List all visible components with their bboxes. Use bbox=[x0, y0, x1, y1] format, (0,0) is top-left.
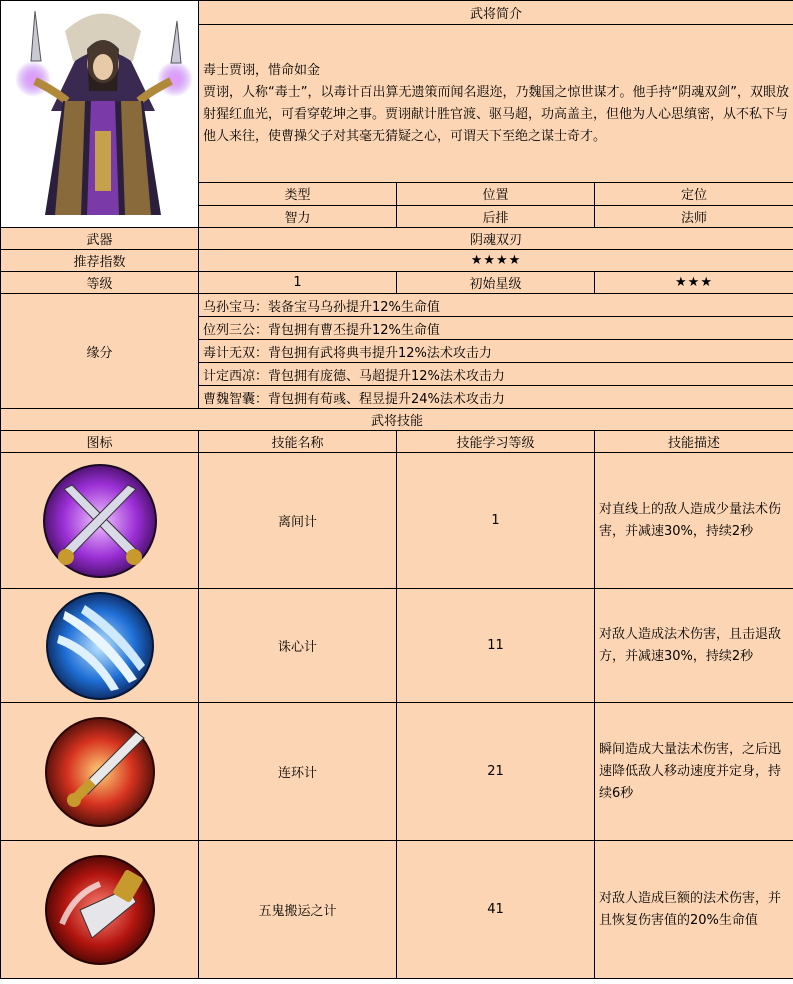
skill-icon-cell bbox=[1, 589, 199, 703]
star-label: 初始星级 bbox=[397, 272, 595, 294]
recommend-label: 推荐指数 bbox=[1, 250, 199, 272]
position-value: 后排 bbox=[397, 205, 595, 227]
skill-desc: 对敌人造成法术伤害，且击退敌方，并减速30%，持续2秒 bbox=[595, 589, 793, 703]
intro-epithet: 毒士贾诩，惜命如金 bbox=[203, 62, 321, 78]
skill-icon-cell bbox=[1, 453, 199, 589]
skill-level: 11 bbox=[397, 589, 595, 703]
star-value: ★★★ bbox=[595, 272, 793, 294]
crossed-daggers-icon bbox=[42, 463, 158, 579]
skill-name: 离间计 bbox=[199, 453, 397, 589]
skill-row bbox=[1, 703, 793, 841]
fate-item: 毒计无双：背包拥有武将典韦提升12%法术攻击力 bbox=[199, 340, 793, 363]
fate-item: 乌孙宝马：装备宝马乌孙提升12%生命值 bbox=[199, 294, 793, 317]
skill-level: 1 bbox=[397, 453, 595, 589]
intro-bio-cell bbox=[199, 25, 793, 183]
skill-name: 诛心计 bbox=[199, 589, 397, 703]
skill-row bbox=[1, 453, 793, 589]
skill-row bbox=[1, 589, 793, 703]
skill-icon-cell bbox=[1, 841, 199, 979]
red-dagger-icon bbox=[44, 716, 156, 828]
fate-item: 位列三公：背包拥有曹丕提升12%生命值 bbox=[199, 317, 793, 340]
fate-label: 缘分 bbox=[1, 294, 199, 409]
skill-desc: 对直线上的敌人造成少量法术伤害，并减速30%，持续2秒 bbox=[595, 453, 793, 589]
col-icon-header: 图标 bbox=[1, 431, 199, 453]
position-label: 位置 bbox=[397, 183, 595, 205]
skill-desc: 瞬间造成大量法术伤害，之后迅速降低敌人移动速度并定身，持续6秒 bbox=[595, 703, 793, 841]
level-value: 1 bbox=[199, 272, 397, 294]
role-value: 法师 bbox=[595, 205, 793, 227]
skill-desc: 对敌人造成巨额的法术伤害，并且恢复伤害值的20%生命值 bbox=[595, 841, 793, 979]
col-level-header: 技能学习等级 bbox=[397, 431, 595, 453]
fate-item: 计定西凉：背包拥有庞德、马超提升12%法术攻击力 bbox=[199, 363, 793, 386]
recommend-stars: ★★★★ bbox=[199, 250, 793, 272]
col-name-header: 技能名称 bbox=[199, 431, 397, 453]
skill-level: 41 bbox=[397, 841, 595, 979]
skill-icon-cell bbox=[1, 703, 199, 841]
intro-header: 武将简介 bbox=[199, 1, 793, 25]
fate-item: 曹魏智囊：背包拥有荀彧、程昱提升24%法术攻击力 bbox=[199, 386, 793, 409]
jia-xu-portrait-icon bbox=[5, 1, 201, 223]
crimson-blade-icon bbox=[44, 854, 156, 966]
skill-name: 五鬼搬运之计 bbox=[199, 841, 397, 979]
weapon-label: 武器 bbox=[1, 228, 199, 250]
skill-name: 连环计 bbox=[199, 703, 397, 841]
role-label: 定位 bbox=[595, 183, 793, 205]
blue-blades-icon bbox=[45, 591, 155, 701]
skill-row bbox=[1, 841, 793, 979]
general-portrait bbox=[1, 1, 199, 228]
col-desc-header: 技能描述 bbox=[595, 431, 793, 453]
type-label: 类型 bbox=[199, 183, 397, 205]
skills-header: 武将技能 bbox=[1, 409, 793, 431]
intro-bio: 贾诩，人称“毒士”，以毒计百出算无遗策而闻名遐迩，乃魏国之惊世谋才。他手持“阴魂双剑”，双眼放射猩红血光，可看穿乾坤之事。贾诩献计胜官渡、驱马超，功高盖主，但他为人心思缜密，从不私下与他人来往，使曹操父子对其毫无猜疑之心，可谓天下至绝之谋士奇才。 bbox=[203, 84, 789, 144]
weapon-value: 阴魂双刃 bbox=[199, 228, 793, 250]
type-value: 智力 bbox=[199, 205, 397, 227]
skill-level: 21 bbox=[397, 703, 595, 841]
level-label: 等级 bbox=[1, 272, 199, 294]
